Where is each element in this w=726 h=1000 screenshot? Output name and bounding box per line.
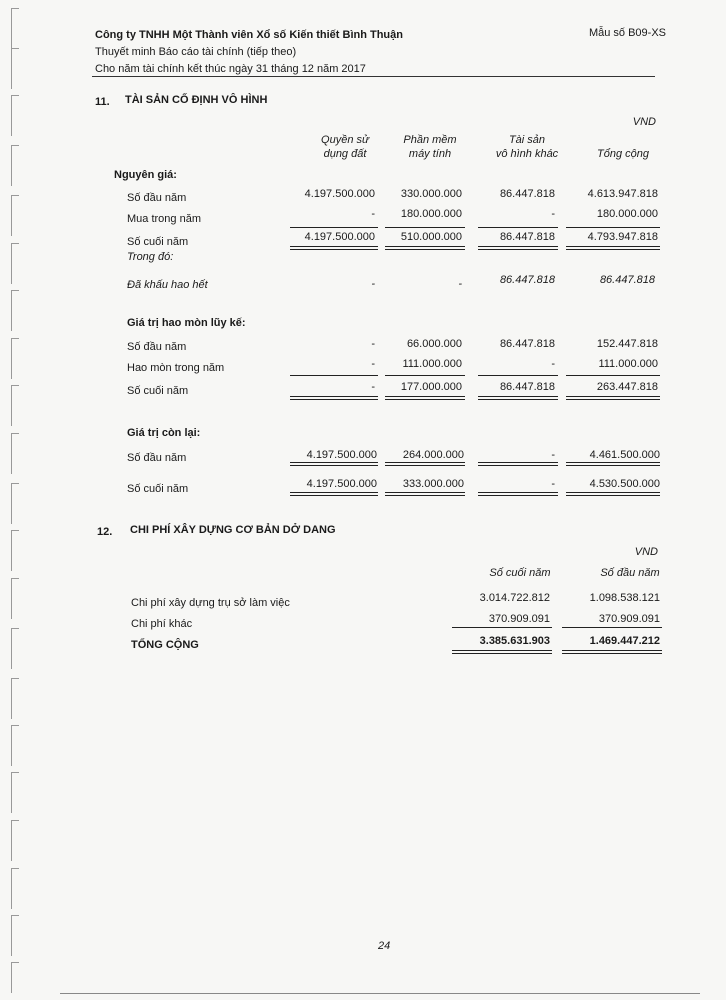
total-rule xyxy=(478,492,558,496)
cell-value: 4.197.500.000 xyxy=(304,188,375,200)
row-label: Đã khấu hao hết xyxy=(127,279,208,291)
subtotal-rule xyxy=(452,627,552,628)
subtotal-rule xyxy=(566,227,660,228)
cell-value: 370.909.091 xyxy=(598,613,660,625)
binder-mark xyxy=(11,8,19,49)
group-net-value: Giá trị còn lại: xyxy=(127,427,201,439)
cell-value: 370.909.091 xyxy=(488,613,550,625)
total-rule xyxy=(478,462,558,466)
total-rule xyxy=(566,396,660,400)
page-bottom-edge xyxy=(60,993,700,994)
total-rule xyxy=(290,462,378,466)
cell-value: 180.000.000 xyxy=(596,208,658,220)
binder-mark xyxy=(11,385,19,426)
binder-mark xyxy=(11,195,19,236)
total-rule xyxy=(385,246,465,250)
total-rule xyxy=(566,462,660,466)
total-rule xyxy=(385,462,465,466)
section-12-number: 12. xyxy=(97,526,113,538)
total-rule xyxy=(290,492,378,496)
total-rule xyxy=(290,396,378,400)
col-header-closing: Số cuối năm xyxy=(489,567,551,579)
form-code: Mẫu số B09-XS xyxy=(588,27,666,39)
row-label: Số cuối năm xyxy=(127,483,189,495)
section-11-number: 11. xyxy=(95,96,110,108)
cell-value: - xyxy=(371,338,375,350)
binder-mark xyxy=(11,962,19,993)
page-number: 24 xyxy=(378,940,391,952)
total-label: TỔNG CỘNG xyxy=(131,639,199,651)
subtotal-rule xyxy=(566,375,660,376)
cell-value: 1.469.447.212 xyxy=(589,635,660,647)
subtotal-rule xyxy=(385,227,465,228)
cell-value: - xyxy=(371,358,375,370)
binder-mark xyxy=(11,820,19,861)
binder-mark xyxy=(11,338,19,379)
section-12-currency: VND xyxy=(634,546,658,558)
subtotal-rule xyxy=(562,627,662,628)
header-divider xyxy=(92,76,655,77)
total-rule xyxy=(562,650,662,654)
section-11-currency: VND xyxy=(632,116,656,128)
cell-value: 4.197.500.000 xyxy=(304,231,375,243)
row-label: Số cuối năm xyxy=(127,385,189,397)
cell-value: 66.000.000 xyxy=(406,338,462,350)
row-label: Hao mòn trong năm xyxy=(127,362,225,374)
cell-value: 86.447.818 xyxy=(499,231,555,243)
cell-value: 86.447.818 xyxy=(499,381,555,393)
binder-mark xyxy=(11,48,19,89)
subtotal-rule xyxy=(290,375,378,376)
cell-value: 180.000.000 xyxy=(400,208,462,220)
cell-value: 510.000.000 xyxy=(400,231,462,243)
binder-mark xyxy=(11,95,19,136)
subtotal-rule xyxy=(290,227,378,228)
binder-mark xyxy=(11,145,19,186)
binder-mark xyxy=(11,243,19,284)
total-rule xyxy=(290,246,378,250)
row-label: Số đầu năm xyxy=(127,341,187,353)
cell-value: - xyxy=(551,478,555,490)
cell-value: 4.613.947.818 xyxy=(587,188,658,200)
total-rule xyxy=(385,492,465,496)
row-label: Chi phí xây dựng trụ sở làm việc xyxy=(131,597,290,609)
row-label: Số cuối năm xyxy=(127,236,189,248)
cell-value: 4.530.500.000 xyxy=(589,478,660,490)
row-label: Mua trong năm xyxy=(127,213,201,225)
binder-mark xyxy=(11,530,19,571)
binder-mark xyxy=(11,578,19,619)
binder-mark xyxy=(11,433,19,474)
cell-value: 4.461.500.000 xyxy=(589,449,660,461)
group-depreciation: Giá trị hao mòn lũy kế: xyxy=(127,317,246,329)
total-rule xyxy=(452,650,552,654)
total-rule xyxy=(566,492,660,496)
cell-value: 152.447.818 xyxy=(596,338,658,350)
cell-value: - xyxy=(371,381,375,393)
section-12-title: CHI PHÍ XÂY DỰNG CƠ BẢN DỞ DANG xyxy=(130,524,336,536)
total-rule xyxy=(478,396,558,400)
cell-value: 177.000.000 xyxy=(400,381,462,393)
cell-value: 111.000.000 xyxy=(598,358,658,370)
cell-value: 3.014.722.812 xyxy=(479,592,550,604)
cell-value: 4.197.500.000 xyxy=(306,478,377,490)
total-rule xyxy=(566,246,660,250)
col-header-opening: Số đầu năm xyxy=(600,567,660,579)
cell-value: 264.000.000 xyxy=(402,449,464,461)
fiscal-period: Cho năm tài chính kết thúc ngày 31 tháng 12 năm 2017 xyxy=(95,63,366,75)
section-11-title: TÀI SẢN CỐ ĐỊNH VÔ HÌNH xyxy=(125,94,268,106)
cell-value: 4.197.500.000 xyxy=(306,449,377,461)
binder-mark xyxy=(11,915,19,956)
col-header-software: Phần mềm máy tính xyxy=(403,134,457,160)
cell-value: 3.385.631.903 xyxy=(479,635,550,647)
cell-value: - xyxy=(551,208,555,220)
cell-value: 86.447.818 xyxy=(599,274,655,286)
cell-value: 86.447.818 xyxy=(499,274,555,286)
binder-mark xyxy=(11,725,19,766)
cell-value: 263.447.818 xyxy=(596,381,658,393)
cell-value: 333.000.000 xyxy=(402,478,464,490)
total-rule xyxy=(385,396,465,400)
cell-value: - xyxy=(551,358,555,370)
cell-value: - xyxy=(458,278,462,290)
subtotal-rule xyxy=(478,375,558,376)
row-label: Chi phí khác xyxy=(131,618,193,630)
binder-mark xyxy=(11,868,19,909)
cell-value: - xyxy=(371,208,375,220)
row-label: Số đầu năm xyxy=(127,192,187,204)
subtotal-rule xyxy=(478,227,558,228)
binder-mark xyxy=(11,678,19,719)
cell-value: - xyxy=(371,278,375,290)
binder-mark xyxy=(11,483,19,524)
cell-value: 330.000.000 xyxy=(400,188,462,200)
col-header-land-use-rights: Quyền sử dụng đất xyxy=(321,134,369,160)
col-header-other-intangibles: Tài sản vô hình khác xyxy=(495,134,559,160)
of-which-label: Trong đó: xyxy=(127,251,174,263)
binder-mark xyxy=(11,628,19,669)
cell-value: - xyxy=(551,449,555,461)
binder-mark xyxy=(11,772,19,813)
binder-mark xyxy=(11,290,19,331)
cell-value: 1.098.538.121 xyxy=(589,592,660,604)
total-rule xyxy=(478,246,558,250)
subtotal-rule xyxy=(385,375,465,376)
cell-value: 86.447.818 xyxy=(499,338,555,350)
cell-value: 4.793.947.818 xyxy=(587,231,658,243)
col-header-total: Tổng cộng xyxy=(597,148,649,160)
report-subtitle: Thuyết minh Báo cáo tài chính (tiếp theo) xyxy=(95,46,297,58)
company-name: Công ty TNHH Một Thành viên Xổ số Kiến thiết Bình Thuận xyxy=(95,29,403,41)
group-cost: Nguyên giá: xyxy=(114,169,177,181)
cell-value: 111.000.000 xyxy=(402,358,462,370)
cell-value: 86.447.818 xyxy=(499,188,555,200)
row-label: Số đầu năm xyxy=(127,452,187,464)
